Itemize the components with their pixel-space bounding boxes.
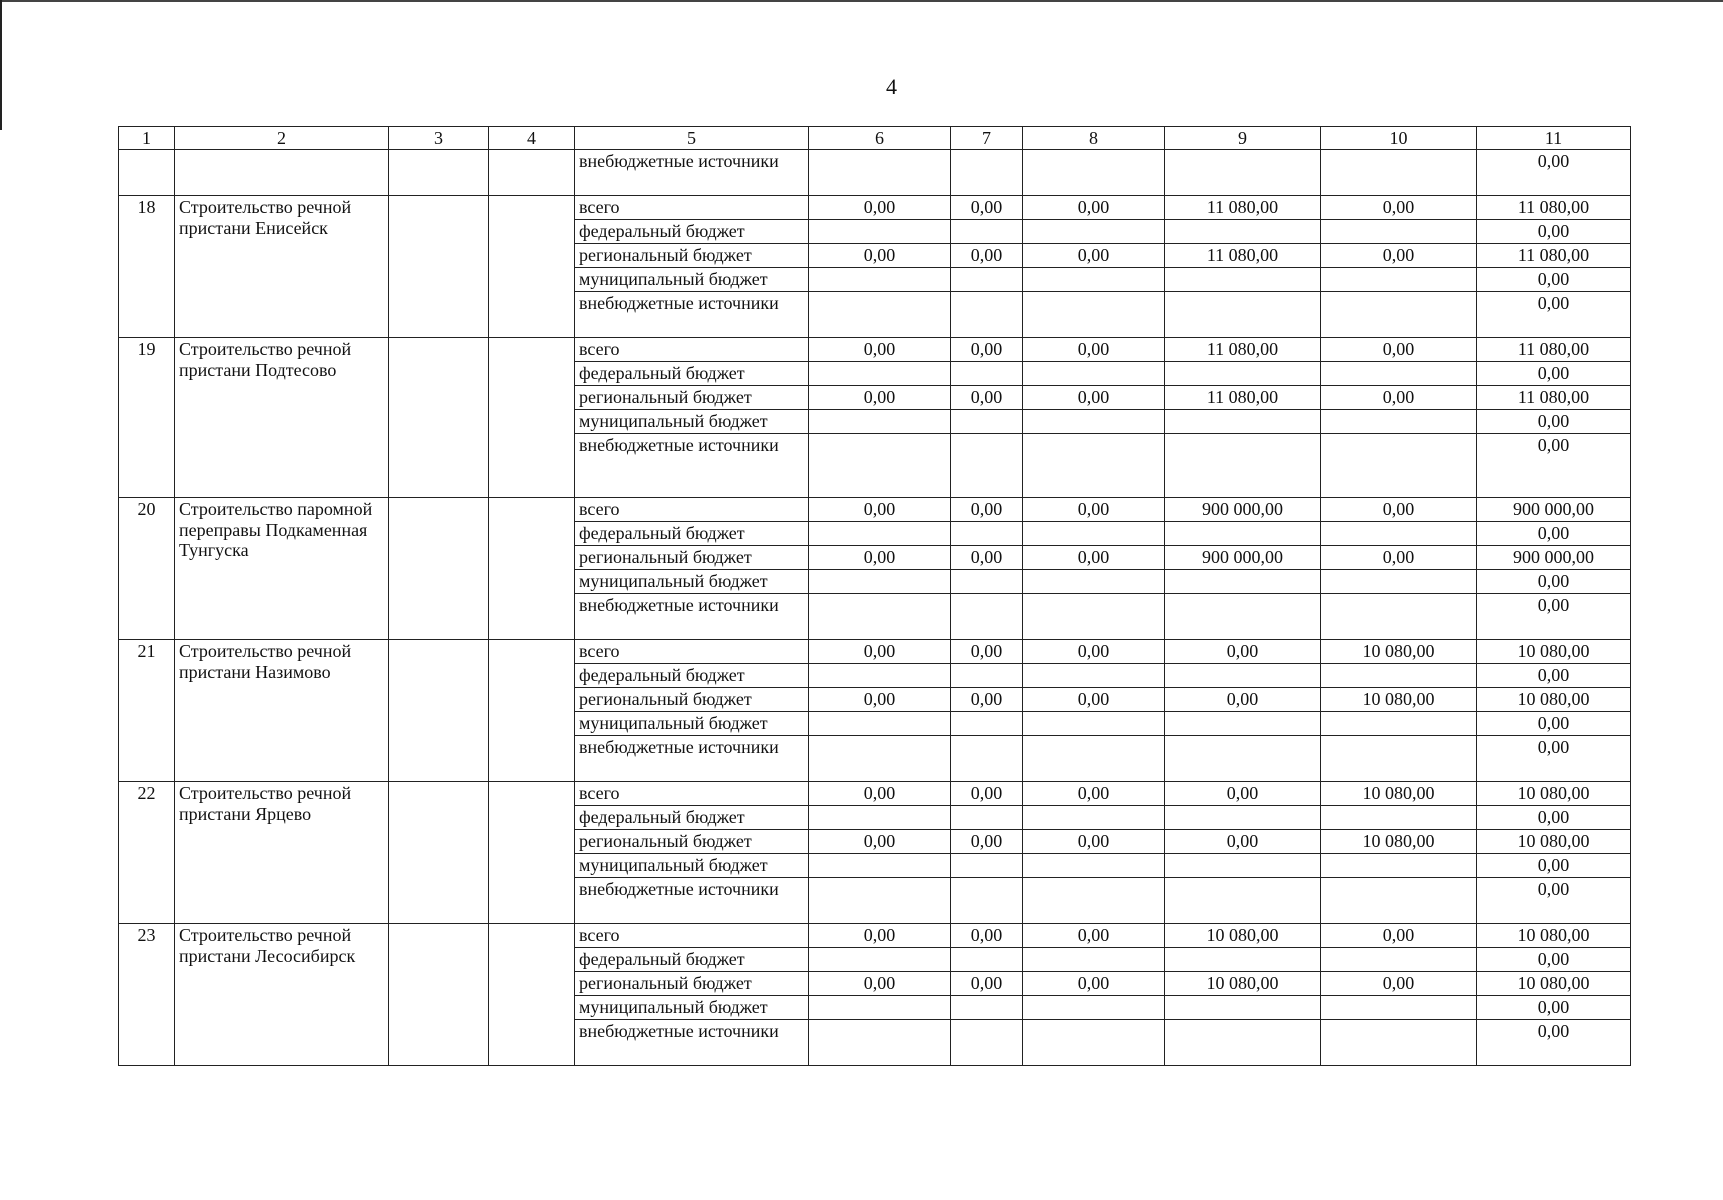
col4-cell xyxy=(489,150,575,196)
table-body xyxy=(119,150,1631,1066)
value-cell-col10: 0,00 xyxy=(1321,244,1477,268)
value-cell-col9 xyxy=(1165,1020,1321,1066)
value-cell-col10 xyxy=(1321,150,1477,196)
column-header-11: 11 xyxy=(1477,127,1631,150)
funding-source-cell: региональный бюджет xyxy=(575,972,809,996)
value-cell-col6: 0,00 xyxy=(809,338,951,362)
value-cell-col6: 0,00 xyxy=(809,196,951,220)
value-cell-col8: 0,00 xyxy=(1023,924,1165,948)
value-cell-col10 xyxy=(1321,570,1477,594)
value-cell-col11: 10 080,00 xyxy=(1477,688,1631,712)
value-cell-col7: 0,00 xyxy=(951,830,1023,854)
value-cell-col11: 10 080,00 xyxy=(1477,830,1631,854)
value-cell-col7: 0,00 xyxy=(951,244,1023,268)
value-cell-col7: 0,00 xyxy=(951,498,1023,522)
value-cell-col11: 0,00 xyxy=(1477,150,1631,196)
value-cell-col7 xyxy=(951,268,1023,292)
value-cell-col9: 10 080,00 xyxy=(1165,924,1321,948)
value-cell-col6 xyxy=(809,712,951,736)
project-name-cell: Строительство речной пристани Енисейск xyxy=(175,196,389,338)
value-cell-col7 xyxy=(951,996,1023,1020)
value-cell-col10: 10 080,00 xyxy=(1321,782,1477,806)
value-cell-col10: 0,00 xyxy=(1321,196,1477,220)
funding-source-cell: федеральный бюджет xyxy=(575,362,809,386)
value-cell-col11: 11 080,00 xyxy=(1477,338,1631,362)
value-cell-col8 xyxy=(1023,996,1165,1020)
value-cell-col7: 0,00 xyxy=(951,924,1023,948)
value-cell-col10 xyxy=(1321,594,1477,640)
value-cell-col8 xyxy=(1023,854,1165,878)
value-cell-col7 xyxy=(951,948,1023,972)
value-cell-col8 xyxy=(1023,736,1165,782)
value-cell-col8 xyxy=(1023,522,1165,546)
value-cell-col10 xyxy=(1321,434,1477,498)
project-name-cell: Строительство речной пристани Назимово xyxy=(175,640,389,782)
value-cell-col7 xyxy=(951,736,1023,782)
value-cell-col6: 0,00 xyxy=(809,972,951,996)
value-cell-col8: 0,00 xyxy=(1023,386,1165,410)
table-row xyxy=(119,782,1631,806)
value-cell-col11: 11 080,00 xyxy=(1477,386,1631,410)
row-number-cell: 19 xyxy=(119,338,175,498)
col4-cell xyxy=(489,338,575,498)
value-cell-col7 xyxy=(951,410,1023,434)
value-cell-col11: 0,00 xyxy=(1477,292,1631,338)
value-cell-col9: 11 080,00 xyxy=(1165,196,1321,220)
value-cell-col10 xyxy=(1321,878,1477,924)
column-header-5: 5 xyxy=(575,127,809,150)
value-cell-col9: 0,00 xyxy=(1165,688,1321,712)
value-cell-col9: 0,00 xyxy=(1165,640,1321,664)
funding-source-cell: муниципальный бюджет xyxy=(575,268,809,292)
value-cell-col8 xyxy=(1023,570,1165,594)
value-cell-col8 xyxy=(1023,410,1165,434)
value-cell-col7: 0,00 xyxy=(951,688,1023,712)
value-cell-col10 xyxy=(1321,664,1477,688)
value-cell-col6: 0,00 xyxy=(809,498,951,522)
value-cell-col9 xyxy=(1165,594,1321,640)
value-cell-col6 xyxy=(809,594,951,640)
value-cell-col11: 900 000,00 xyxy=(1477,546,1631,570)
scan-border-top xyxy=(0,0,1723,2)
value-cell-col8 xyxy=(1023,806,1165,830)
col3-cell xyxy=(389,924,489,1066)
row-number-cell: 20 xyxy=(119,498,175,640)
value-cell-col10: 0,00 xyxy=(1321,924,1477,948)
value-cell-col8 xyxy=(1023,220,1165,244)
row-number-cell: 22 xyxy=(119,782,175,924)
column-header-9: 9 xyxy=(1165,127,1321,150)
value-cell-col6 xyxy=(809,570,951,594)
value-cell-col8: 0,00 xyxy=(1023,830,1165,854)
table-row xyxy=(119,924,1631,948)
funding-source-cell: всего xyxy=(575,924,809,948)
value-cell-col10 xyxy=(1321,220,1477,244)
value-cell-col11: 0,00 xyxy=(1477,948,1631,972)
project-name-cell: Строительство паромной переправы Подкаменная Тунгуска xyxy=(175,498,389,640)
funding-source-cell: внебюджетные источники xyxy=(575,594,809,640)
value-cell-col9 xyxy=(1165,150,1321,196)
funding-source-cell: федеральный бюджет xyxy=(575,522,809,546)
row-number-cell: 23 xyxy=(119,924,175,1066)
value-cell-col7 xyxy=(951,570,1023,594)
value-cell-col9 xyxy=(1165,268,1321,292)
funding-source-cell: внебюджетные источники xyxy=(575,292,809,338)
table-row xyxy=(119,640,1631,664)
col3-cell xyxy=(389,782,489,924)
value-cell-col8: 0,00 xyxy=(1023,338,1165,362)
value-cell-col6: 0,00 xyxy=(809,244,951,268)
value-cell-col11: 0,00 xyxy=(1477,664,1631,688)
value-cell-col8: 0,00 xyxy=(1023,498,1165,522)
col4-cell xyxy=(489,498,575,640)
funding-source-cell: всего xyxy=(575,338,809,362)
value-cell-col10: 10 080,00 xyxy=(1321,830,1477,854)
value-cell-col11: 0,00 xyxy=(1477,806,1631,830)
value-cell-col6 xyxy=(809,292,951,338)
value-cell-col6: 0,00 xyxy=(809,830,951,854)
funding-source-cell: внебюджетные источники xyxy=(575,1020,809,1066)
value-cell-col7 xyxy=(951,594,1023,640)
value-cell-col8: 0,00 xyxy=(1023,972,1165,996)
value-cell-col7 xyxy=(951,292,1023,338)
value-cell-col10: 0,00 xyxy=(1321,386,1477,410)
project-name-cell: Строительство речной пристани Лесосибирск xyxy=(175,924,389,1066)
value-cell-col11: 11 080,00 xyxy=(1477,196,1631,220)
value-cell-col11: 900 000,00 xyxy=(1477,498,1631,522)
value-cell-col6: 0,00 xyxy=(809,924,951,948)
value-cell-col11: 0,00 xyxy=(1477,712,1631,736)
value-cell-col9 xyxy=(1165,220,1321,244)
column-header-8: 8 xyxy=(1023,127,1165,150)
table-row xyxy=(119,150,1631,196)
value-cell-col6 xyxy=(809,854,951,878)
value-cell-col7: 0,00 xyxy=(951,546,1023,570)
value-cell-col6 xyxy=(809,362,951,386)
value-cell-col10 xyxy=(1321,854,1477,878)
scan-border-left xyxy=(0,0,2,130)
funding-source-cell: всего xyxy=(575,196,809,220)
funding-source-cell: всего xyxy=(575,782,809,806)
value-cell-col8 xyxy=(1023,1020,1165,1066)
col3-cell xyxy=(389,498,489,640)
funding-source-cell: всего xyxy=(575,498,809,522)
value-cell-col9 xyxy=(1165,854,1321,878)
value-cell-col7: 0,00 xyxy=(951,782,1023,806)
value-cell-col10 xyxy=(1321,996,1477,1020)
column-header-10: 10 xyxy=(1321,127,1477,150)
value-cell-col7 xyxy=(951,362,1023,386)
value-cell-col9 xyxy=(1165,996,1321,1020)
value-cell-col6 xyxy=(809,664,951,688)
funding-source-cell: федеральный бюджет xyxy=(575,948,809,972)
value-cell-col9 xyxy=(1165,878,1321,924)
value-cell-col9 xyxy=(1165,712,1321,736)
value-cell-col9 xyxy=(1165,522,1321,546)
table-row xyxy=(119,196,1631,220)
value-cell-col11: 0,00 xyxy=(1477,362,1631,386)
table-row xyxy=(119,338,1631,362)
col3-cell xyxy=(389,338,489,498)
value-cell-col8 xyxy=(1023,268,1165,292)
value-cell-col8: 0,00 xyxy=(1023,244,1165,268)
value-cell-col10 xyxy=(1321,522,1477,546)
value-cell-col6: 0,00 xyxy=(809,640,951,664)
column-header-1: 1 xyxy=(119,127,175,150)
value-cell-col9 xyxy=(1165,570,1321,594)
value-cell-col10 xyxy=(1321,410,1477,434)
value-cell-col10: 10 080,00 xyxy=(1321,688,1477,712)
value-cell-col9: 10 080,00 xyxy=(1165,972,1321,996)
value-cell-col7: 0,00 xyxy=(951,972,1023,996)
value-cell-col8: 0,00 xyxy=(1023,688,1165,712)
value-cell-col11: 0,00 xyxy=(1477,594,1631,640)
funding-source-cell: федеральный бюджет xyxy=(575,220,809,244)
value-cell-col6 xyxy=(809,150,951,196)
value-cell-col9 xyxy=(1165,292,1321,338)
funding-source-cell: региональный бюджет xyxy=(575,688,809,712)
value-cell-col8 xyxy=(1023,434,1165,498)
value-cell-col9: 900 000,00 xyxy=(1165,546,1321,570)
value-cell-col11: 10 080,00 xyxy=(1477,924,1631,948)
value-cell-col10 xyxy=(1321,806,1477,830)
funding-source-cell: муниципальный бюджет xyxy=(575,410,809,434)
row-number-cell: 18 xyxy=(119,196,175,338)
funding-source-cell: региональный бюджет xyxy=(575,386,809,410)
value-cell-col11: 0,00 xyxy=(1477,410,1631,434)
funding-source-cell: внебюджетные источники xyxy=(575,150,809,196)
value-cell-col8: 0,00 xyxy=(1023,546,1165,570)
value-cell-col8 xyxy=(1023,948,1165,972)
value-cell-col7 xyxy=(951,220,1023,244)
funding-source-cell: внебюджетные источники xyxy=(575,736,809,782)
funding-source-cell: всего xyxy=(575,640,809,664)
project-name-cell: Строительство речной пристани Подтесово xyxy=(175,338,389,498)
col3-cell xyxy=(389,640,489,782)
value-cell-col7: 0,00 xyxy=(951,640,1023,664)
value-cell-col10 xyxy=(1321,1020,1477,1066)
table-row xyxy=(119,498,1631,522)
funding-source-cell: федеральный бюджет xyxy=(575,664,809,688)
value-cell-col8: 0,00 xyxy=(1023,196,1165,220)
page-number: 4 xyxy=(886,74,897,99)
funding-source-cell: муниципальный бюджет xyxy=(575,854,809,878)
value-cell-col6 xyxy=(809,1020,951,1066)
value-cell-col11: 0,00 xyxy=(1477,268,1631,292)
value-cell-col9: 0,00 xyxy=(1165,782,1321,806)
funding-source-cell: региональный бюджет xyxy=(575,830,809,854)
value-cell-col7 xyxy=(951,854,1023,878)
project-name-cell: Строительство речной пристани Ярцево xyxy=(175,782,389,924)
value-cell-col9 xyxy=(1165,362,1321,386)
value-cell-col6 xyxy=(809,996,951,1020)
value-cell-col6: 0,00 xyxy=(809,386,951,410)
funding-source-cell: внебюджетные источники xyxy=(575,878,809,924)
funding-source-cell: региональный бюджет xyxy=(575,546,809,570)
value-cell-col10 xyxy=(1321,712,1477,736)
value-cell-col10: 0,00 xyxy=(1321,498,1477,522)
column-header-6: 6 xyxy=(809,127,951,150)
value-cell-col11: 11 080,00 xyxy=(1477,244,1631,268)
value-cell-col11: 10 080,00 xyxy=(1477,640,1631,664)
value-cell-col9 xyxy=(1165,434,1321,498)
value-cell-col8: 0,00 xyxy=(1023,782,1165,806)
value-cell-col10 xyxy=(1321,736,1477,782)
value-cell-col9: 0,00 xyxy=(1165,830,1321,854)
value-cell-col6 xyxy=(809,268,951,292)
value-cell-col7: 0,00 xyxy=(951,196,1023,220)
value-cell-col7 xyxy=(951,434,1023,498)
value-cell-col11: 0,00 xyxy=(1477,570,1631,594)
value-cell-col10: 10 080,00 xyxy=(1321,640,1477,664)
column-header-4: 4 xyxy=(489,127,575,150)
value-cell-col11: 0,00 xyxy=(1477,996,1631,1020)
funding-source-cell: муниципальный бюджет xyxy=(575,570,809,594)
value-cell-col6 xyxy=(809,434,951,498)
value-cell-col6: 0,00 xyxy=(809,688,951,712)
value-cell-col8 xyxy=(1023,712,1165,736)
value-cell-col6 xyxy=(809,806,951,830)
value-cell-col7 xyxy=(951,664,1023,688)
row-number-cell: 21 xyxy=(119,640,175,782)
table-header xyxy=(119,127,1631,150)
value-cell-col7 xyxy=(951,712,1023,736)
row-number-cell xyxy=(119,150,175,196)
value-cell-col8 xyxy=(1023,664,1165,688)
col4-cell xyxy=(489,924,575,1066)
column-header-7: 7 xyxy=(951,127,1023,150)
value-cell-col7 xyxy=(951,522,1023,546)
value-cell-col10 xyxy=(1321,948,1477,972)
value-cell-col9 xyxy=(1165,948,1321,972)
value-cell-col7 xyxy=(951,878,1023,924)
header-row xyxy=(119,127,1631,150)
value-cell-col9: 11 080,00 xyxy=(1165,386,1321,410)
value-cell-col7: 0,00 xyxy=(951,386,1023,410)
value-cell-col11: 0,00 xyxy=(1477,1020,1631,1066)
value-cell-col10: 0,00 xyxy=(1321,546,1477,570)
budget-table xyxy=(118,126,1631,1066)
value-cell-col9: 11 080,00 xyxy=(1165,338,1321,362)
value-cell-col8 xyxy=(1023,150,1165,196)
value-cell-col9: 900 000,00 xyxy=(1165,498,1321,522)
col4-cell xyxy=(489,640,575,782)
funding-source-cell: федеральный бюджет xyxy=(575,806,809,830)
value-cell-col8 xyxy=(1023,292,1165,338)
project-name-cell xyxy=(175,150,389,196)
value-cell-col6: 0,00 xyxy=(809,546,951,570)
value-cell-col9: 11 080,00 xyxy=(1165,244,1321,268)
value-cell-col11: 0,00 xyxy=(1477,878,1631,924)
column-header-2: 2 xyxy=(175,127,389,150)
col4-cell xyxy=(489,782,575,924)
funding-source-cell: региональный бюджет xyxy=(575,244,809,268)
col4-cell xyxy=(489,196,575,338)
value-cell-col8 xyxy=(1023,594,1165,640)
value-cell-col6 xyxy=(809,522,951,546)
value-cell-col7 xyxy=(951,1020,1023,1066)
value-cell-col8: 0,00 xyxy=(1023,640,1165,664)
value-cell-col7 xyxy=(951,150,1023,196)
value-cell-col7 xyxy=(951,806,1023,830)
value-cell-col9 xyxy=(1165,736,1321,782)
column-header-3: 3 xyxy=(389,127,489,150)
value-cell-col9 xyxy=(1165,410,1321,434)
funding-source-cell: муниципальный бюджет xyxy=(575,712,809,736)
col3-cell xyxy=(389,196,489,338)
value-cell-col11: 0,00 xyxy=(1477,522,1631,546)
value-cell-col10 xyxy=(1321,292,1477,338)
value-cell-col6 xyxy=(809,410,951,434)
value-cell-col6: 0,00 xyxy=(809,782,951,806)
value-cell-col10 xyxy=(1321,268,1477,292)
funding-source-cell: муниципальный бюджет xyxy=(575,996,809,1020)
value-cell-col11: 0,00 xyxy=(1477,736,1631,782)
value-cell-col6 xyxy=(809,948,951,972)
value-cell-col11: 10 080,00 xyxy=(1477,782,1631,806)
value-cell-col6 xyxy=(809,220,951,244)
value-cell-col11: 10 080,00 xyxy=(1477,972,1631,996)
value-cell-col11: 0,00 xyxy=(1477,434,1631,498)
value-cell-col10: 0,00 xyxy=(1321,338,1477,362)
value-cell-col9 xyxy=(1165,664,1321,688)
value-cell-col11: 0,00 xyxy=(1477,854,1631,878)
value-cell-col6 xyxy=(809,878,951,924)
col3-cell xyxy=(389,150,489,196)
value-cell-col8 xyxy=(1023,362,1165,386)
value-cell-col8 xyxy=(1023,878,1165,924)
value-cell-col7: 0,00 xyxy=(951,338,1023,362)
value-cell-col6 xyxy=(809,736,951,782)
value-cell-col9 xyxy=(1165,806,1321,830)
value-cell-col10: 0,00 xyxy=(1321,972,1477,996)
value-cell-col10 xyxy=(1321,362,1477,386)
value-cell-col11: 0,00 xyxy=(1477,220,1631,244)
funding-source-cell: внебюджетные источники xyxy=(575,434,809,498)
